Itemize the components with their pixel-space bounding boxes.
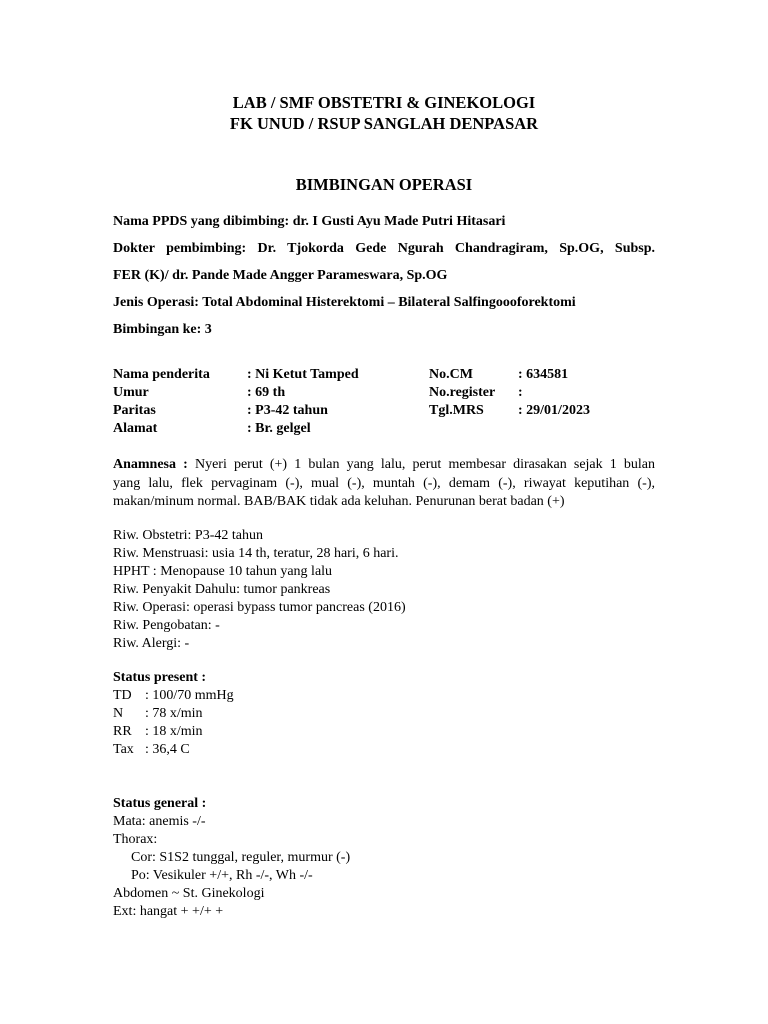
thorax-label: Thorax: (113, 832, 158, 847)
history-item: Riw. Pengobatan: - (113, 618, 220, 633)
vital-value: : 100/70 mmHg (145, 688, 234, 703)
status-present-heading: Status present : (113, 670, 207, 685)
patient-label: Nama penderita (113, 367, 210, 382)
patient-value-2: : 29/01/2023 (518, 403, 590, 418)
anamnesa-line-1 (113, 457, 655, 473)
history-item: Riw. Operasi: operasi bypass tumor pancreas (2016) (113, 600, 406, 615)
session-number: Bimbingan ke: 3 (113, 322, 212, 337)
history-item: Riw. Penyakit Dahulu: tumor pankreas (113, 582, 331, 597)
history-item: Riw. Obstetri: P3-42 tahun (113, 528, 263, 543)
operation-type: Jenis Operasi: Total Abdominal Histerektomi – Bilateral Salfingoooforektomi (113, 295, 576, 310)
supervisor-line-2: FER (K)/ dr. Pande Made Angger Parameswara, Sp.OG (113, 268, 448, 283)
patient-value-2: : (518, 385, 523, 400)
anamnesa-line-3: makan/minum normal. BAB/BAK tidak ada keluhan. Penurunan berat badan (+) (113, 494, 565, 509)
patient-label: Paritas (113, 403, 156, 418)
vital-key: Tax (113, 742, 134, 757)
patient-value-2: : 634581 (518, 367, 569, 382)
patient-value: : Br. gelgel (247, 421, 311, 436)
abdomen-exam: Abdomen ~ St. Ginekologi (113, 886, 265, 901)
anamnesa-text-1: Nyeri perut (+) 1 bulan yang lalu, perut membesar dirasakan sejak 1 bulan (194, 457, 656, 472)
patient-label-2: No.CM (429, 367, 473, 382)
status-general-heading: Status general : (113, 796, 207, 811)
vital-key: RR (113, 724, 132, 739)
patient-label-2: No.register (429, 385, 496, 400)
document-title: BIMBINGAN OPERASI (295, 175, 473, 194)
patient-value: : 69 th (247, 385, 286, 400)
history-item: HPHT : Menopause 10 tahun yang lalu (113, 564, 333, 579)
vital-key: TD (113, 688, 132, 703)
patient-label: Alamat (113, 421, 158, 436)
ppds-name: Nama PPDS yang dibimbing: dr. I Gusti Ayu Made Putri Hitasari (113, 214, 506, 229)
pulmonary-exam: Po: Vesikuler +/+, Rh -/-, Wh -/- (131, 868, 313, 883)
patient-value: : Ni Ketut Tamped (247, 367, 359, 382)
patient-value: : P3-42 tahun (247, 403, 328, 418)
extremity-exam: Ext: hangat + +/+ + (113, 904, 224, 919)
institution-line-2: FK UNUD / RSUP SANGLAH DENPASAR (229, 114, 539, 133)
anamnesa-label: Anamnesa : (113, 457, 188, 472)
vital-value: : 36,4 C (145, 742, 190, 757)
supervisor-line-1: Dokter pembimbing: Dr. Tjokorda Gede Ngurah Chandragiram, Sp.OG, Subsp. (113, 241, 655, 256)
vital-value: : 18 x/min (145, 724, 203, 739)
history-item: Riw. Menstruasi: usia 14 th, teratur, 28 hari, 6 hari. (113, 546, 399, 561)
vital-value: : 78 x/min (145, 706, 203, 721)
institution-line-1: LAB / SMF OBSTETRI & GINEKOLOGI (232, 93, 536, 112)
vital-key: N (113, 706, 124, 721)
patient-label-2: Tgl.MRS (429, 403, 484, 418)
eye-exam: Mata: anemis -/- (113, 814, 206, 829)
anamnesa-line-2: yang lalu, flek pervaginam (-), mual (-), muntah (-), demam (-), riwayat keputihan (-), (113, 476, 655, 491)
history-item: Riw. Alergi: - (113, 636, 190, 651)
patient-label: Umur (113, 385, 149, 400)
cardiac-exam: Cor: S1S2 tunggal, reguler, murmur (-) (131, 850, 351, 865)
